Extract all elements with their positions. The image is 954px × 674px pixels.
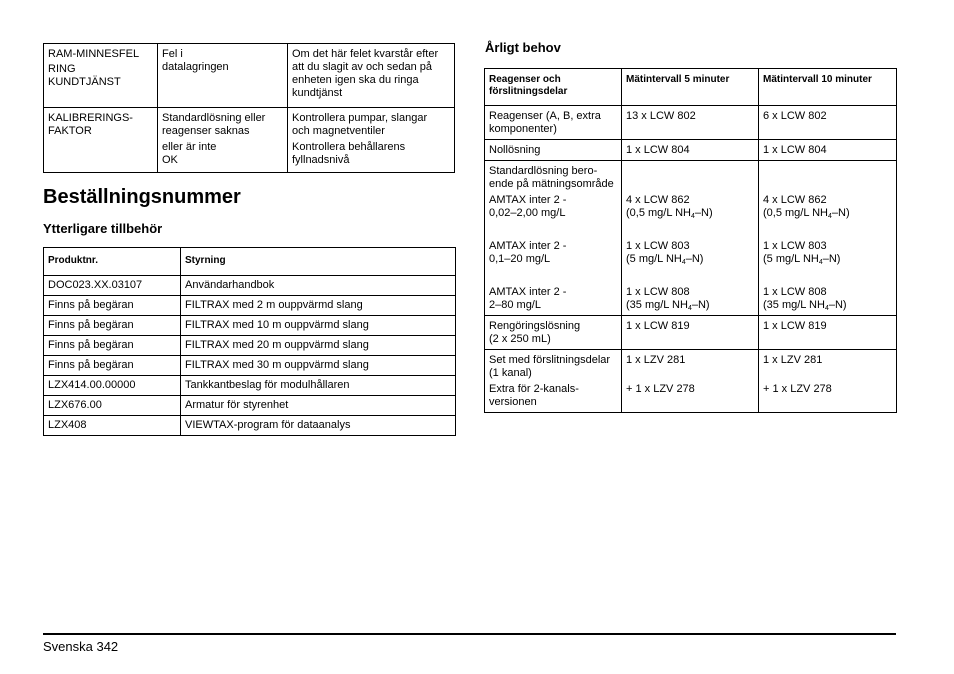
product-number-cell: LZX676.00: [44, 396, 181, 416]
value-text: 1 x LCW 808: [763, 286, 827, 298]
cause-text: reagenser saknas: [162, 125, 250, 137]
remedy-cell: [288, 44, 455, 108]
item-label: AMTAX inter 2 -: [489, 240, 567, 252]
value-text: 1 x LCW 803: [763, 240, 827, 252]
value-text: (35 mg/L $NH_4-N$): [763, 299, 847, 312]
remedy-text: Kontrollera behållarens: [292, 141, 406, 153]
cause-text: datalagringen: [162, 61, 229, 73]
value-cell: [622, 161, 759, 316]
product-number-cell: Finns på begäran: [44, 316, 181, 336]
description-cell: Tankkantbeslag för modulhållaren: [181, 376, 456, 396]
table-row: [485, 106, 897, 140]
item-label: (2 x 250 mL): [489, 333, 551, 345]
value-text: 1 x LZV 281: [626, 354, 686, 366]
item-cell: [485, 316, 622, 350]
value-text: 1 x LCW 808: [626, 286, 690, 298]
item-label: versionen: [489, 396, 537, 408]
footer-divider: [43, 633, 896, 635]
value-text: (35 mg/L $NH_4-N$): [626, 299, 710, 312]
value-cell: [759, 350, 897, 413]
remedy-text: att du slagit av och sedan på: [292, 61, 433, 73]
remedy-text: Om det här felet kvarstår efter: [292, 48, 439, 60]
product-number-cell: Finns på begäran: [44, 336, 181, 356]
item-label: 2–80 mg/L: [489, 299, 541, 311]
cause-cell: [158, 44, 288, 108]
error-action: KUNDTJÄNST: [48, 76, 121, 88]
error-action: RING: [48, 63, 76, 75]
item-cell: Nollösning: [485, 140, 622, 161]
value-cell: 1 x LCW 819: [759, 316, 897, 350]
item-label: (1 kanal): [489, 367, 532, 379]
value-text: + 1 x LZV 278: [763, 383, 832, 395]
table-row: [44, 108, 455, 173]
value-cell: 1 x LCW 804: [759, 140, 897, 161]
description-cell: FILTRAX med 20 m ouppvärmd slang: [181, 336, 456, 356]
table-row: [44, 276, 456, 296]
item-label: AMTAX inter 2 -: [489, 286, 567, 298]
remedy-text: fyllnadsnivå: [292, 154, 350, 166]
table-row: [44, 44, 455, 108]
column-header: Styrning: [181, 248, 456, 276]
item-label: komponenter): [489, 123, 557, 135]
cause-text: Standardlösning eller: [162, 112, 266, 124]
value-cell: [622, 350, 759, 413]
column-header: Mätintervall 5 minuter: [622, 69, 759, 106]
table-header-row: [485, 69, 897, 106]
accessories-heading: Ytterligare tillbehör: [43, 221, 163, 236]
table-row: [44, 396, 456, 416]
error-code: RAM-MINNESFEL: [48, 48, 140, 60]
item-label: Rengöringslösning: [489, 320, 581, 332]
value-text: 1 x LZV 281: [763, 354, 823, 366]
value-text: 1 x LCW 803: [626, 240, 690, 252]
accessories-table: [43, 247, 456, 436]
remedy-text: kundtjänst: [292, 87, 343, 99]
item-label: AMTAX inter 2 -: [489, 194, 567, 206]
annual-heading: Årligt behov: [485, 40, 561, 55]
product-number-cell: DOC023.XX.03107: [44, 276, 181, 296]
item-cell: [485, 161, 622, 316]
error-code: FAKTOR: [48, 125, 92, 137]
value-cell: 1 x LCW 819: [622, 316, 759, 350]
value-text: (0,5 mg/L $NH_4-N$): [626, 207, 713, 220]
table-row: [44, 356, 456, 376]
item-cell: [485, 350, 622, 413]
value-cell: [759, 161, 897, 316]
remedy-text: och magnetventiler: [292, 125, 385, 137]
item-label: 0,1–20 mg/L: [489, 253, 551, 265]
item-label: 0,02–2,00 mg/L: [489, 207, 566, 219]
product-number-cell: LZX414.00.00000: [44, 376, 181, 396]
description-cell: FILTRAX med 10 m ouppvärmd slang: [181, 316, 456, 336]
table-row: [44, 376, 456, 396]
column-header: Produktnr.: [44, 248, 181, 276]
page-footer: Svenska 342: [43, 639, 119, 654]
cause-text: OK: [162, 154, 178, 166]
remedy-text: Kontrollera pumpar, slangar: [292, 112, 428, 124]
value-cell: 6 x LCW 802: [759, 106, 897, 140]
section-title: Beställningsnummer: [43, 186, 241, 208]
value-text: 4 x LCW 862: [763, 194, 827, 206]
column-header: Mätintervall 10 minuter: [759, 69, 897, 106]
description-cell: VIEWTAX-program för dataanalys: [181, 416, 456, 436]
item-label: Extra för 2-kanals-: [489, 383, 579, 395]
description-cell: FILTRAX med 30 m ouppvärmd slang: [181, 356, 456, 376]
table-row: [485, 350, 897, 413]
product-number-cell: Finns på begäran: [44, 356, 181, 376]
table-row: [44, 416, 456, 436]
description-cell: Armatur för styrenhet: [181, 396, 456, 416]
error-table: [43, 43, 455, 173]
table-row: [485, 161, 897, 316]
item-label: Set med förslitningsdelar: [489, 354, 611, 366]
table-row: [485, 316, 897, 350]
table-row: [44, 316, 456, 336]
item-label: Standardlösning bero-: [489, 165, 598, 177]
table-row: [485, 140, 897, 161]
product-number-cell: Finns på begäran: [44, 296, 181, 316]
description-cell: Användarhandbok: [181, 276, 456, 296]
item-label: Reagenser (A, B, extra: [489, 110, 601, 122]
annual-table: [484, 68, 897, 413]
cause-cell: [158, 108, 288, 173]
error-cell: [44, 108, 158, 173]
error-cell: [44, 44, 158, 108]
remedy-text: enheten igen ska du ringa: [292, 74, 419, 86]
table-header-row: [44, 248, 456, 276]
column-header: Reagenser och förslitningsdelar: [485, 69, 622, 106]
error-code: KALIBRERINGS-: [48, 112, 133, 124]
table-row: [44, 296, 456, 316]
value-text: (5 mg/L $NH_4-N$): [763, 253, 841, 266]
item-label: ende på mätningsområde: [489, 178, 614, 190]
remedy-cell: [288, 108, 455, 173]
product-number-cell: LZX408: [44, 416, 181, 436]
value-text: (5 mg/L $NH_4-N$): [626, 253, 704, 266]
item-cell: [485, 106, 622, 140]
description-cell: FILTRAX med 2 m ouppvärmd slang: [181, 296, 456, 316]
cause-text: Fel i: [162, 48, 183, 60]
value-text: 4 x LCW 862: [626, 194, 690, 206]
value-text: + 1 x LZV 278: [626, 383, 695, 395]
value-text: (0,5 mg/L $NH_4-N$): [763, 207, 850, 220]
table-row: [44, 336, 456, 356]
value-cell: 1 x LCW 804: [622, 140, 759, 161]
cause-text: eller är inte: [162, 141, 217, 153]
value-cell: 13 x LCW 802: [622, 106, 759, 140]
